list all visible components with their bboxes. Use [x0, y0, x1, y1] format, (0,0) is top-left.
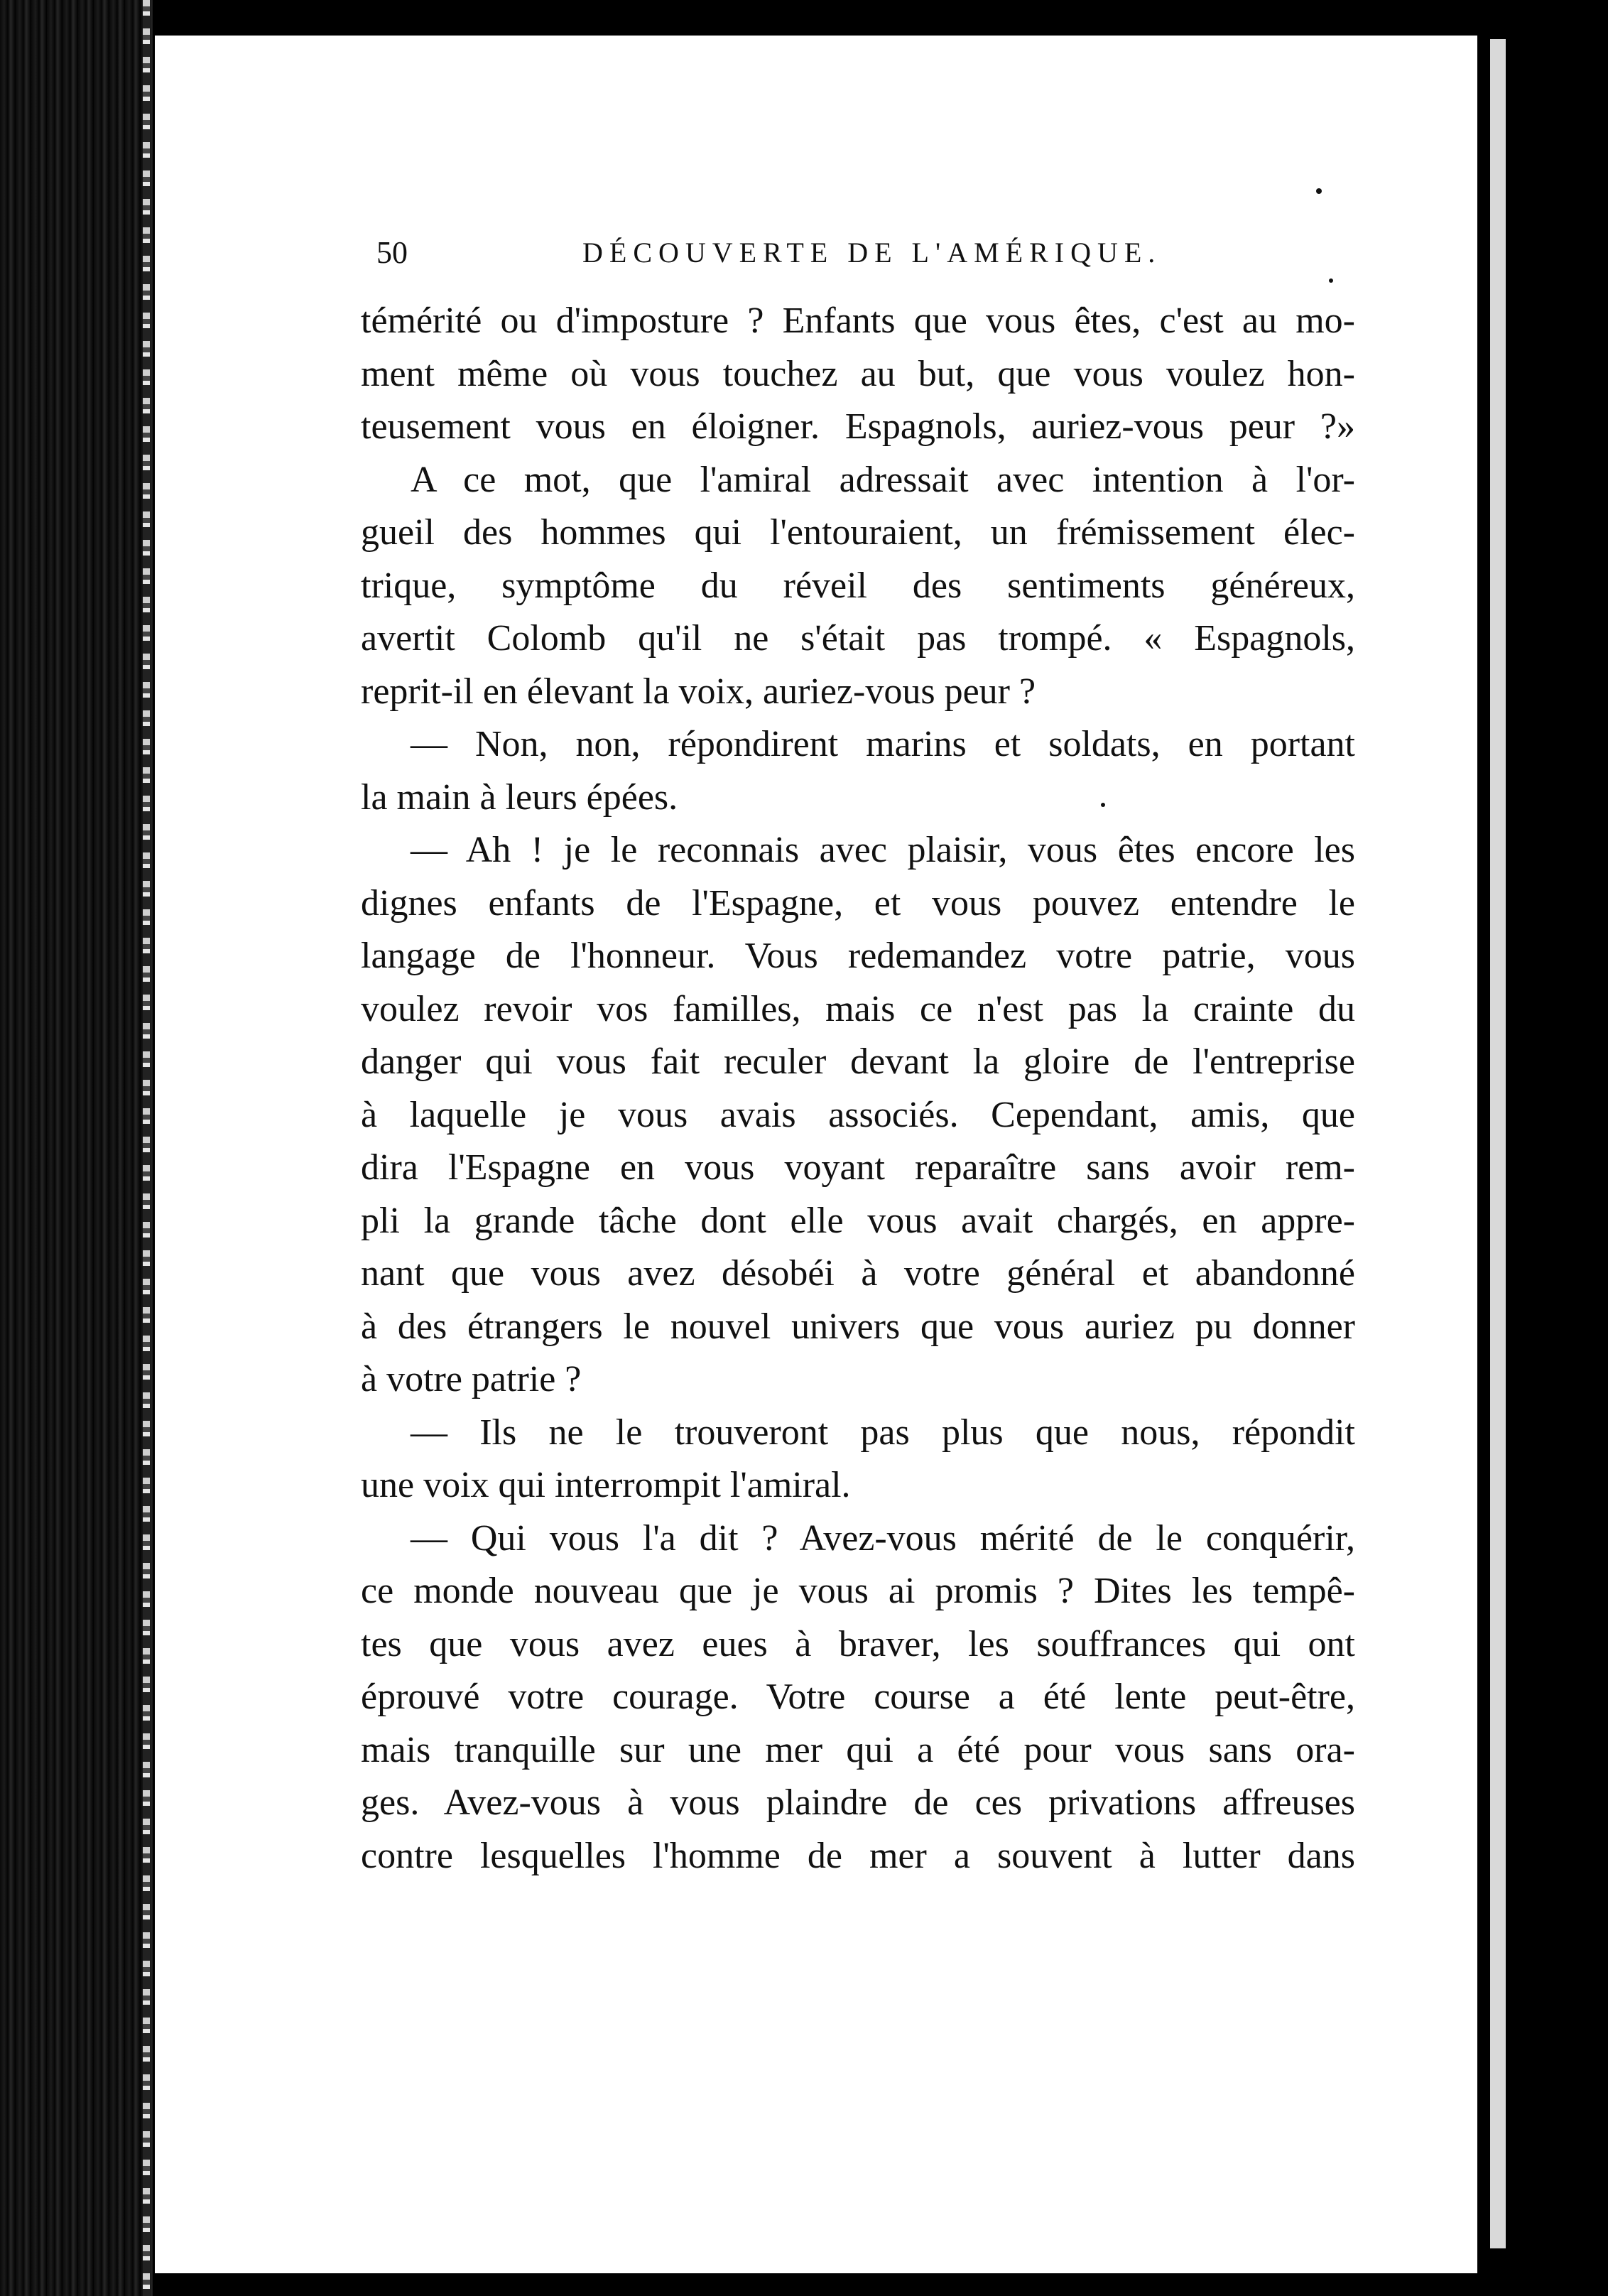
- text-line: — Ah ! je le reconnais avec plaisir, vous êtes encore les: [411, 830, 1355, 870]
- text-line: voulez revoir vos familles, mais ce n'est pas la crainte du: [361, 988, 1355, 1029]
- text-line: — Qui vous l'a dit ? Avez-vous mérité de le conquérir,: [411, 1517, 1355, 1559]
- text-line: témérité ou d'imposture ? Enfants que vous êtes, c'est au mo-: [361, 300, 1355, 341]
- text-line: — Ils ne le trouveront pas plus que nous, répondit: [411, 1412, 1355, 1453]
- text-line: à laquelle je vous avais associés. Cependant, amis, que: [361, 1094, 1355, 1135]
- ink-speck: [1329, 278, 1333, 283]
- text-line: à des étrangers le nouvel univers que vous auriez pu donner: [361, 1306, 1355, 1347]
- book-binding-left: [0, 0, 153, 2296]
- text-line: la main à leurs épées.: [361, 776, 678, 818]
- book-binding-right: [1477, 0, 1608, 2296]
- text-line: éprouvé votre courage. Votre course a été lente peut-être,: [361, 1677, 1355, 1717]
- text-line: contre lesquelles l'homme de mer a souvent à lutter dans: [361, 1835, 1355, 1876]
- ink-speck: [1316, 188, 1322, 194]
- text-line: danger qui vous fait reculer devant la gloire de l'entreprise: [361, 1041, 1355, 1082]
- text-line: à votre patrie ?: [361, 1359, 582, 1399]
- body-text: [361, 295, 1355, 1883]
- text-line: ce monde nouveau que je vous ai promis ? Dites les tempê-: [361, 1571, 1355, 1611]
- text-line: tes que vous avez eues à braver, les souffrances qui ont: [361, 1623, 1355, 1664]
- text-line: gueil des hommes qui l'entouraient, un frémissement élec-: [361, 512, 1355, 553]
- text-line: nant que vous avez désobéi à votre général et abandonné: [361, 1253, 1355, 1294]
- running-title: DÉCOUVERTE DE L'AMÉRIQUE.: [582, 237, 1162, 269]
- text-line: — Non, non, répondirent marins et soldats, en portant: [411, 724, 1355, 764]
- text-line: dira l'Espagne en vous voyant reparaître sans avoir rem-: [361, 1147, 1355, 1188]
- page-number: 50: [376, 235, 408, 270]
- running-head: [376, 234, 1357, 277]
- text-line: langage de l'honneur. Vous redemandez votre patrie, vous: [361, 936, 1355, 976]
- text-line: A ce mot, que l'amiral adressait avec intention à l'or-: [411, 459, 1355, 500]
- text-line: mais tranquille sur une mer qui a été pour vous sans ora-: [361, 1729, 1355, 1770]
- text-line: ges. Avez-vous à vous plaindre de ces privations affreuses: [361, 1782, 1355, 1823]
- text-line: avertit Colomb qu'il ne s'était pas trompé. « Espagnols,: [361, 618, 1355, 659]
- text-line: pli la grande tâche dont elle vous avait chargés, en appre-: [361, 1200, 1355, 1241]
- text-line: ment même où vous touchez au but, que vous voulez hon-: [361, 353, 1355, 394]
- text-line: dignes enfants de l'Espagne, et vous pouvez entendre le: [361, 882, 1355, 924]
- text-line: teusement vous en éloigner. Espagnols, auriez-vous peur ?»: [361, 406, 1355, 447]
- text-line: reprit-il en élevant la voix, auriez-vous peur ?: [361, 671, 1036, 712]
- text-line: trique, symptôme du réveil des sentiments généreux,: [361, 565, 1355, 606]
- text-line: une voix qui interrompit l'amiral.: [361, 1465, 851, 1505]
